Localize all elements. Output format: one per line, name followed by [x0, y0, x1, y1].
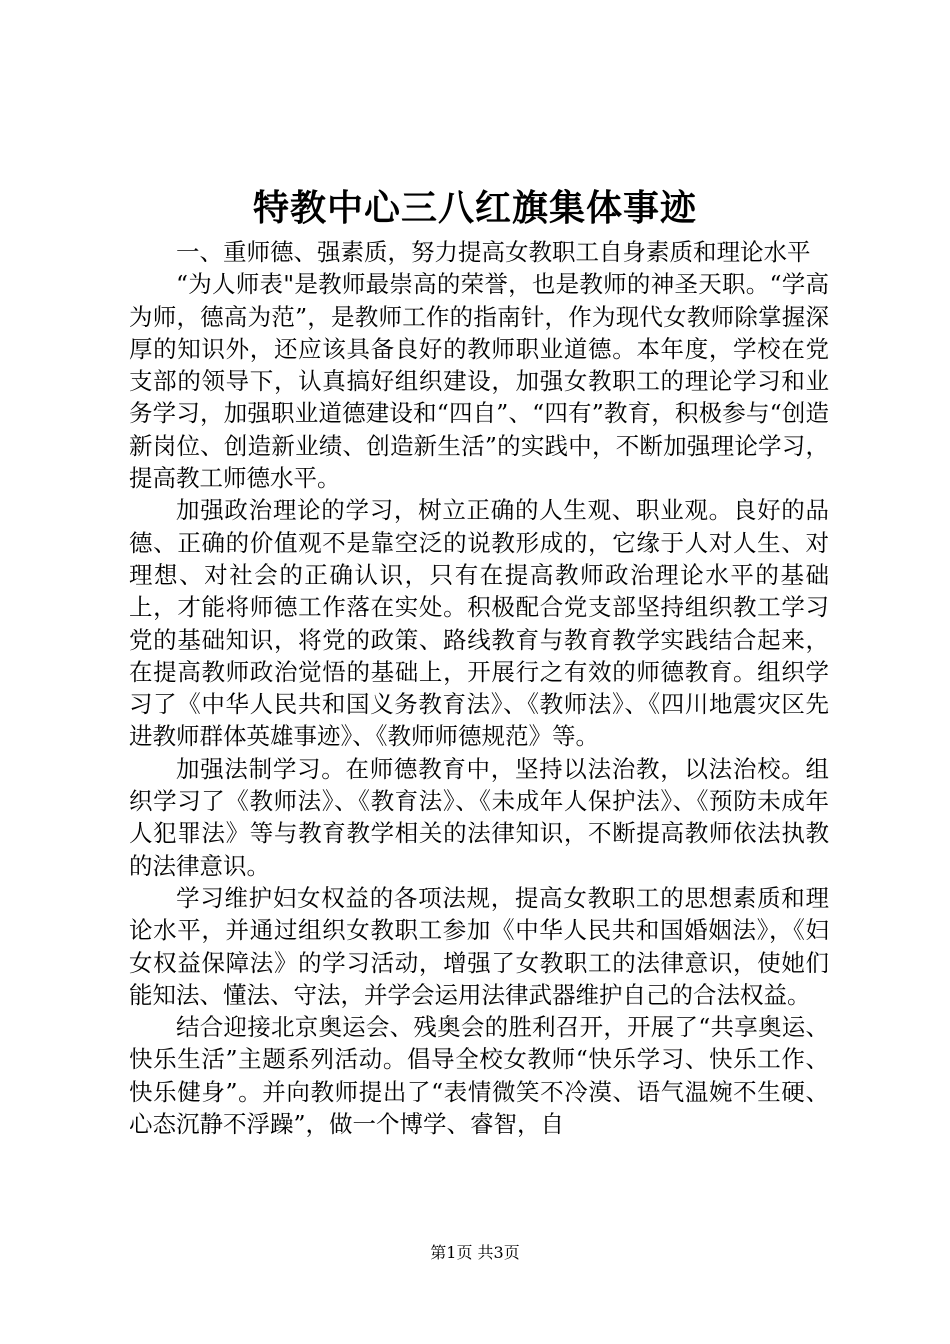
- paragraph: 学习维护妇女权益的各项法规，提高女教职工的思想素质和理论水平，并通过组织女教职工参加《中华人民共和国婚姻法》，《妇女权益保障法》的学习活动，增强了女教职工的法律意识，使她们能知法、懂法、守法，并学会运用法律武器维护自己的合法权益。: [129, 883, 829, 1009]
- paragraph-section-heading: 一、重师德、强素质，努力提高女教职工自身素质和理论水平: [176, 238, 811, 266]
- paragraph: 结合迎接北京奥运会、残奥会的胜利召开，开展了“共享奥运、快乐生活”主题系列活动。倡导全校女教师“快乐学习、快乐工作、快乐健身”。并向教师提出了“表情微笑不冷漠、语气温婉不生硬、心态沉静不浮躁”，做一个博学、睿智，自: [129, 1013, 829, 1139]
- page-footer: 第1页 共3页: [430, 1243, 520, 1262]
- paragraph: 加强政治理论的学习，树立正确的人生观、职业观。良好的品德、正确的价值观不是靠空泛的说教形成的，它缘于人对人生、对理想、对社会的正确认识，只有在提高教师政治理论水平的基础上，才能将师德工作落在实处。积极配合党支部坚持组织教工学习党的基础知识，将党的政策、路线教育与教育教学实践结合起来，在提高教师政治觉悟的基础上，开展行之有效的师德教育。组织学习了《中华人民共和国义务教育法》、《教师法》、《四川地震灾区先进教师群体英雄事迹》、《教师师德规范》等。: [129, 496, 829, 751]
- document-title: 特教中心三八红旗集体事迹: [252, 187, 697, 229]
- paragraph: “为人师表"是教师最崇高的荣誉，也是教师的神圣天职。“学高为师，德高为范”，是教师工作的指南针，作为现代女教师除掌握深厚的知识外，还应该具备良好的教师职业道德。本年度，学校在党支部的领导下，认真搞好组织建设，加强女教职工的理论学习和业务学习，加强职业道德建设和“四自”、“四有”教育，积极参与“创造新岗位、创造新业绩、创造新生活”的实践中，不断加强理论学习，提高教工师德水平。: [129, 270, 829, 493]
- document-body: [129, 236, 829, 1140]
- paragraph: 加强法制学习。在师德教育中，坚持以法治教，以法治校。组织学习了《教师法》、《教育法》、《未成年人保护法》、《预防未成年人犯罪法》等与教育教学相关的法律知识，不断提高教师依法执教的法律意识。: [129, 754, 829, 880]
